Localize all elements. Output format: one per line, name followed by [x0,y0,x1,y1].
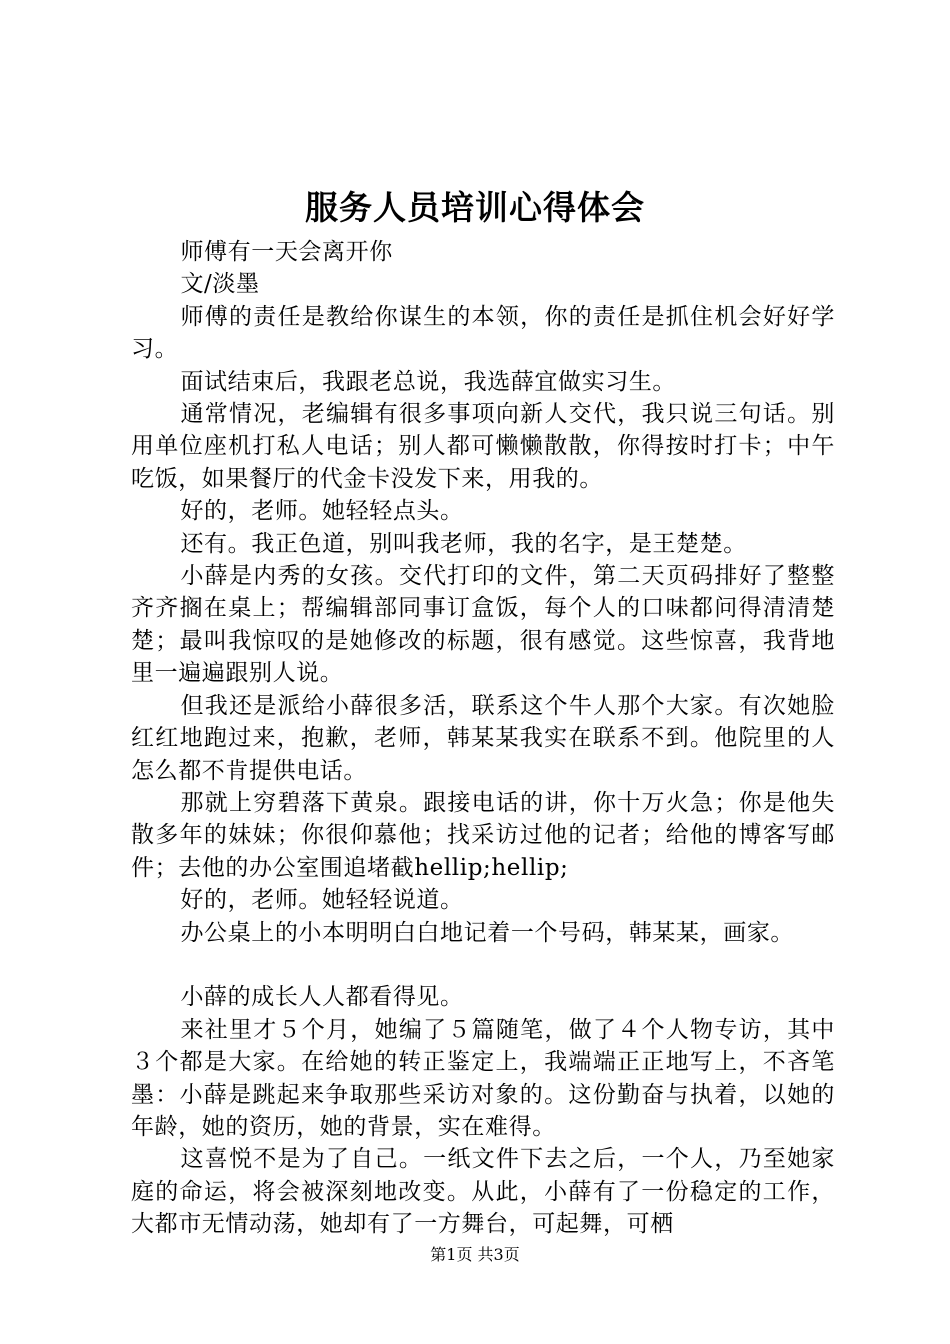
paragraph: 面试结束后，我跟老总说，我选薛宜做实习生。 [180,368,677,395]
paragraph: 好的，老师。她轻轻点头。 [180,498,464,525]
page-footer [0,1245,950,1265]
paragraph: 还有。我正色道，别叫我老师，我的名字，是王楚楚。 [180,530,747,557]
paragraph: 小薛是内秀的女孩。交代打印的文件，第二天页码排好了整整齐齐搁在桌上；帮编辑部同事订盒饭，每个人的口味都问得清清楚楚；最叫我惊叹的是她修改的标题，很有感觉。这些惊喜，我背地里一遍遍跟别人说。 [131,563,835,687]
paragraph: 来社里才５个月，她编了５篇随笔，做了４个人物专访，其中３个都是大家。在给她的转正鉴定上，我端端正正地写上，不吝笔墨：小薛是跳起来争取那些采访对象的。这份勤奋与执着，以她的年龄，她的资历，她的背景，实在难得。 [131,1016,835,1140]
author-line: 文/淡墨 [180,271,260,298]
paragraph: 这喜悦不是为了自己。一纸文件下去之后，一个人，乃至她家庭的命运，将会被深刻地改变。从此，小薛有了一份稳定的工作，大都市无情动荡，她却有了一方舞台，可起舞，可栖 [131,1146,835,1238]
document-title: 服务人员培训心得体会 [305,188,645,227]
page-number: 第1页 共3页 [430,1245,520,1264]
paragraph: 办公桌上的小本明明白白地记着一个号码，韩某某，画家。 [180,919,795,946]
article-heading: 师傅有一天会离开你 [180,239,393,265]
paragraph: 师傅的责任是教给你谋生的本领，你的责任是抓住机会好好学习。 [131,303,835,363]
paragraph: 但我还是派给小薛很多活，联系这个牛人那个大家。有次她脸红红地跑过来，抱歉，老师，韩某某我实在联系不到。他院里的人怎么都不肯提供电话。 [131,692,835,784]
paragraph: 那就上穷碧落下黄泉。跟接电话的讲，你十万火急；你是他失散多年的妹妹；你很仰慕他；找采访过他的记者；给他的博客写邮件；去他的办公室围追堵截hellip;hellip; [131,789,835,881]
paragraph: 通常情况，老编辑有很多事项向新人交代，我只说三句话。别用单位座机打私人电话；别人都可懒懒散散，你得按时打卡；中午吃饭，如果餐厅的代金卡没发下来，用我的。 [131,401,835,492]
paragraph: 小薛的成长人人都看得见。 [180,984,464,1011]
paragraph: 好的，老师。她轻轻说道。 [180,887,464,914]
document-body [131,236,835,1241]
